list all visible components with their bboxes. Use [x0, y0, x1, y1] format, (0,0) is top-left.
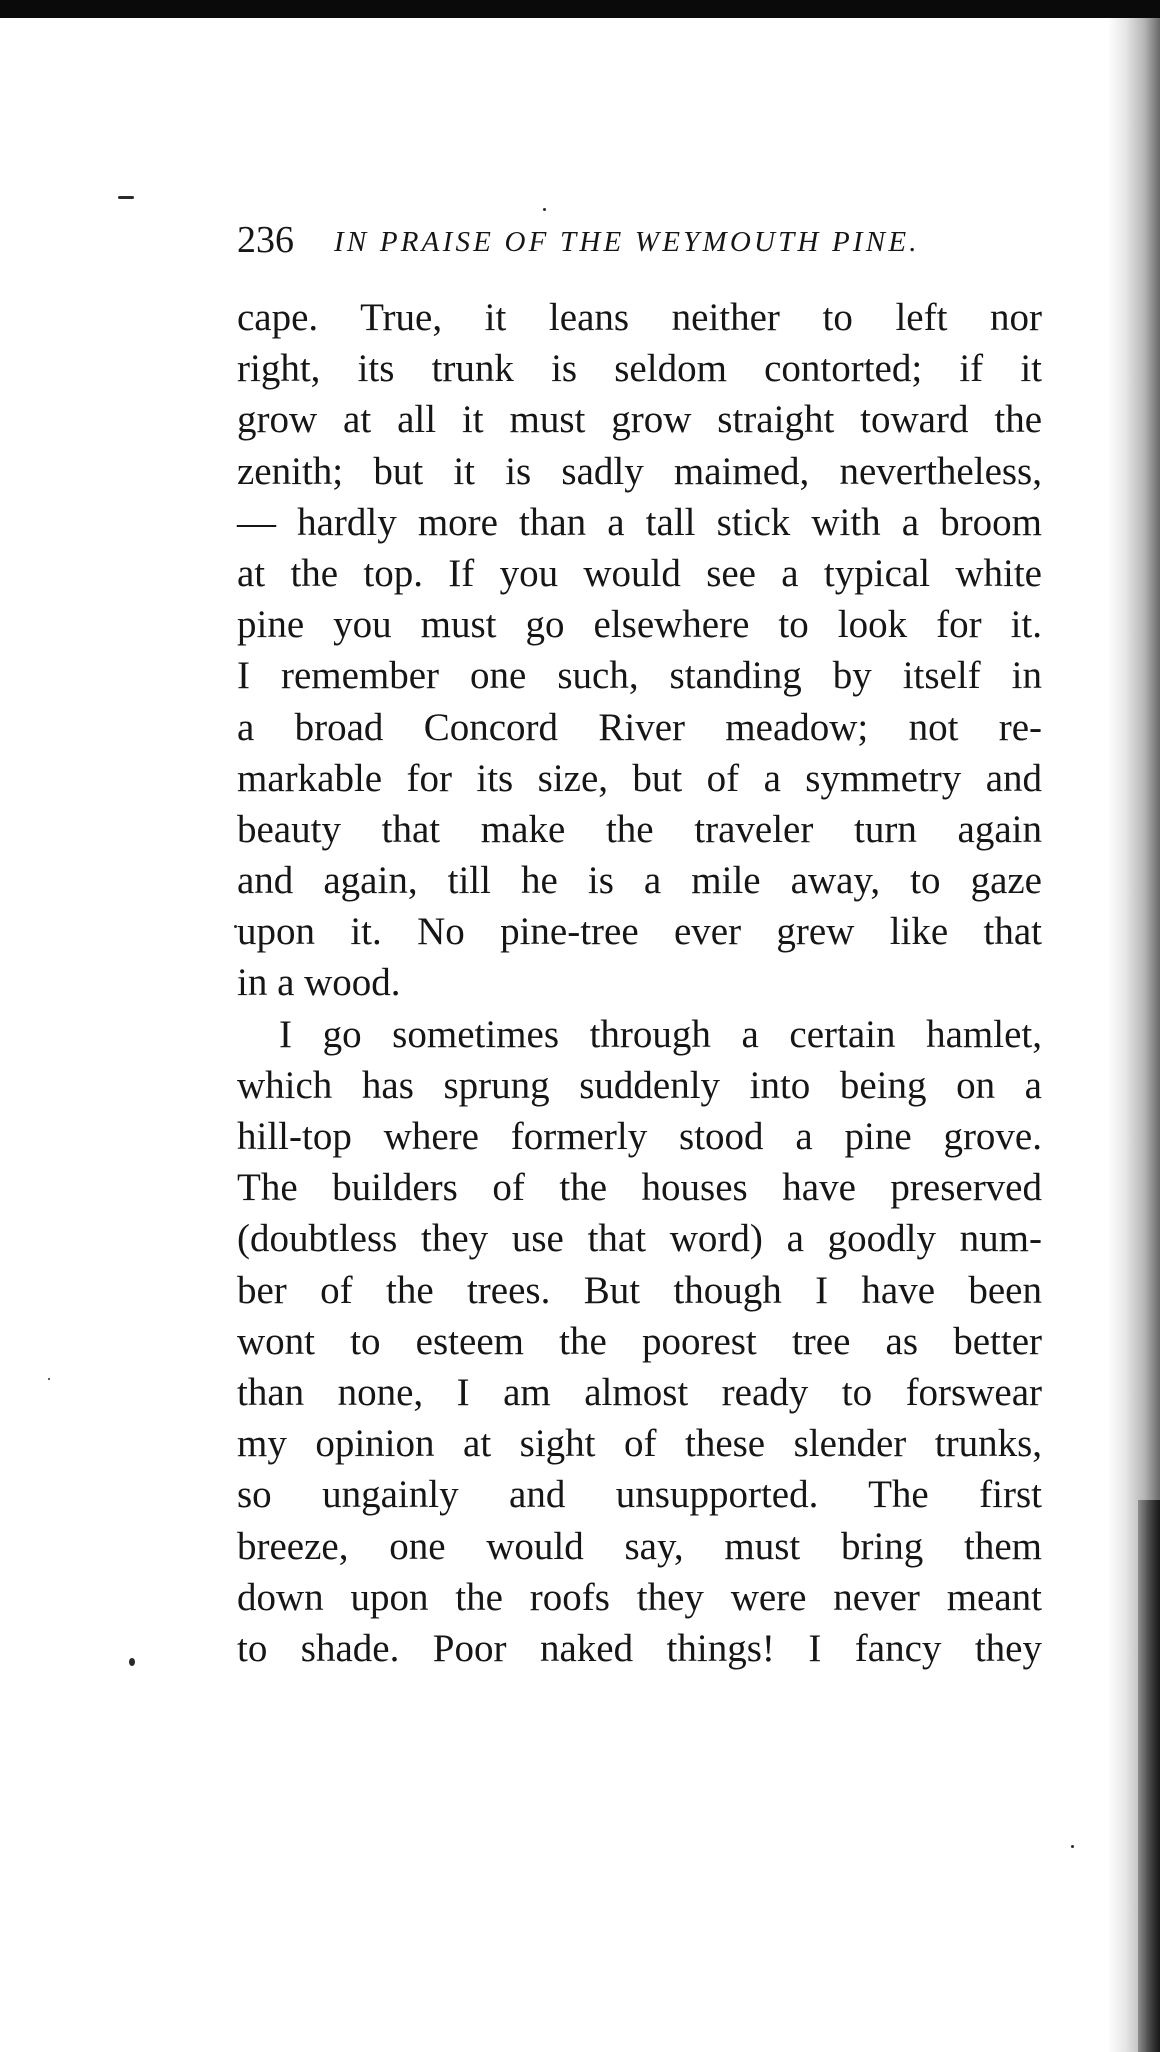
text-line: at the top. If you would see a typical white	[237, 551, 1042, 595]
page-number: 236	[237, 219, 294, 261]
text-line: and again, till he is a mile away, to gaze	[237, 859, 1042, 903]
text-line: which has sprung suddenly into being on a	[237, 1063, 1042, 1107]
paragraph-1	[237, 292, 1042, 1009]
text-line: than none, I am almost ready to forswear	[237, 1370, 1042, 1414]
text-line: ber of the trees. But though I have been	[237, 1268, 1042, 1312]
text-line: beauty that make the traveler turn again	[237, 807, 1042, 851]
text-line: my opinion at sight of these slender trunks,	[237, 1422, 1042, 1466]
text-line: The builders of the houses have preserved	[237, 1166, 1042, 1210]
text-line: right, its trunk is seldom contorted; if it	[237, 347, 1042, 391]
text-line: grow at all it must grow straight toward the	[237, 398, 1042, 442]
running-title: IN PRAISE OF THE WEYMOUTH PINE.	[334, 226, 920, 258]
text-line: so ungainly and unsupported. The first	[237, 1473, 1042, 1517]
text-line: pine you must go elsewhere to look for it.	[237, 603, 1042, 647]
text-line: in a wood.	[237, 961, 401, 1005]
body-text	[237, 292, 1042, 1674]
text-line: markable for its size, but of a symmetry and	[237, 756, 1042, 800]
text-line: wont to esteem the poorest tree as better	[237, 1319, 1042, 1363]
binding-gutter-edge	[1138, 1500, 1160, 2052]
scan-speck	[48, 1378, 50, 1380]
scan-speck	[129, 1658, 135, 1666]
text-line: — hardly more than a tall stick with a broom	[237, 500, 1042, 544]
scan-top-border	[0, 0, 1160, 18]
page-header	[237, 212, 1037, 268]
text-line: to shade. Poor naked things! I fancy they	[237, 1626, 1042, 1670]
text-line: breeze, one would say, must bring them	[237, 1524, 1042, 1568]
text-line: hill-top where formerly stood a pine grove.	[237, 1115, 1042, 1158]
text-line: a broad Concord River meadow; not re-	[237, 705, 1042, 749]
text-line: (doubtless they use that word) a goodly num-	[237, 1217, 1042, 1261]
scan-speck	[118, 196, 134, 199]
text-line: down upon the roofs they were never meant	[237, 1575, 1042, 1619]
text-line: I remember one such, standing by itself in	[237, 654, 1042, 698]
text-line: zenith; but it is sadly maimed, nevertheless,	[237, 449, 1042, 493]
paragraph-2	[237, 1009, 1042, 1674]
scan-speck	[1071, 1845, 1074, 1848]
scan-speck	[543, 208, 546, 211]
text-line: I go sometimes through a certain hamlet,	[279, 1012, 1042, 1056]
text-line: upon it. No pine-tree ever grew like that	[237, 910, 1042, 954]
text-line: cape. True, it leans neither to left nor	[237, 296, 1042, 339]
